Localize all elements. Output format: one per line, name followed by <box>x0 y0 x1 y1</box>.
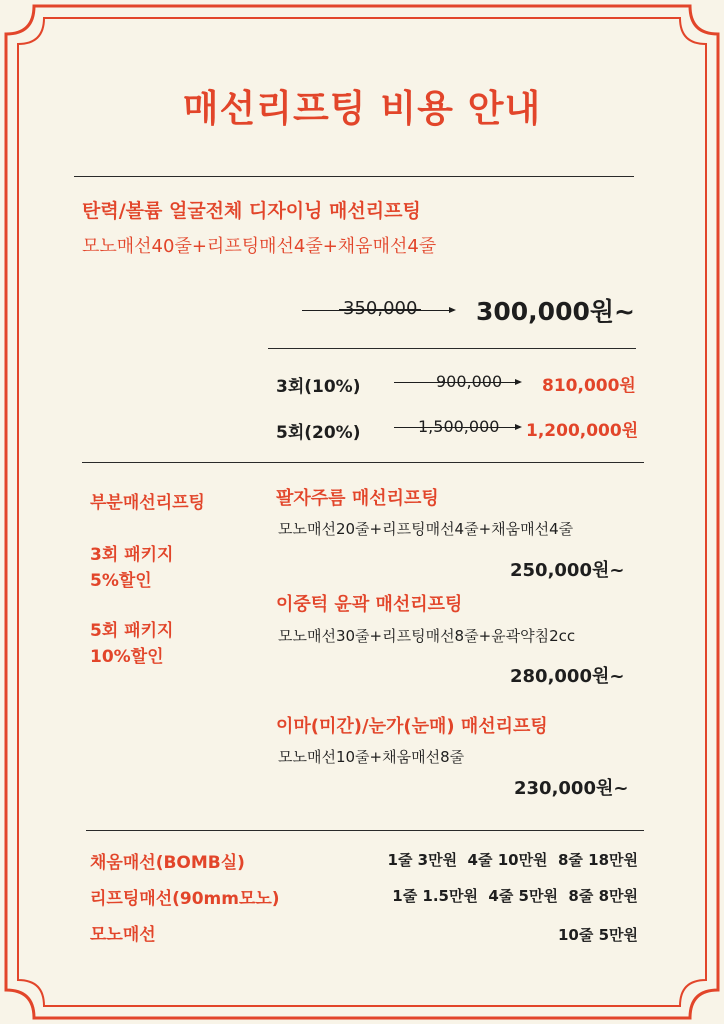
package-label: 5회(20%) <box>276 423 361 443</box>
item-price: 280,000원~ <box>510 666 625 687</box>
package-5-discount: 10%할인 <box>90 647 164 667</box>
thread-name: 모노매선 <box>90 925 156 945</box>
divider <box>268 348 636 349</box>
item-composition: 모노매선10줄+채움매선8줄 <box>278 748 465 766</box>
package-price: 1,200,000원 <box>526 421 639 441</box>
main-price: 300,000원~ <box>476 297 635 326</box>
thread-prices: 10줄 5만원 <box>557 926 638 944</box>
thread-name: 리프팅매선(90mm모노) <box>90 889 280 909</box>
partial-heading: 부분매선리프팅 <box>90 493 205 513</box>
item-name: 이마(미간)/눈가(눈매) 매선리프팅 <box>276 716 548 737</box>
package-3-line: 3회 패키지 <box>90 545 174 565</box>
item-name: 이중턱 윤곽 매선리프팅 <box>276 594 463 615</box>
page-title: 매선리프팅 비용 안내 <box>182 87 542 130</box>
package-3-discount: 5%할인 <box>90 571 152 591</box>
thread-prices: 1줄 1.5만원 4줄 5만원 8줄 8만원 <box>392 887 638 905</box>
item-name: 팔자주름 매선리프팅 <box>276 488 439 509</box>
thread-name: 채움매선(BOMB실) <box>90 853 245 873</box>
package-original-price: 900,000 <box>436 372 503 391</box>
divider <box>82 462 644 463</box>
package-5-line: 5회 패키지 <box>90 621 174 641</box>
item-composition: 모노매선20줄+리프팅매선4줄+채움매선4줄 <box>278 520 574 538</box>
full-face-composition: 모노매선40줄+리프팅매선4줄+채움매선4줄 <box>82 236 437 257</box>
divider <box>86 830 644 831</box>
package-original-price: 1,500,000 <box>418 417 500 436</box>
full-face-heading: 탄력/볼륨 얼굴전체 디자이닝 매선리프팅 <box>82 200 421 222</box>
package-label: 3회(10%) <box>276 377 361 397</box>
divider <box>74 176 634 177</box>
thread-prices: 1줄 3만원 4줄 10만원 8줄 18만원 <box>387 851 638 869</box>
original-price: 350,000 <box>343 298 418 319</box>
package-price: 810,000원 <box>542 376 636 396</box>
item-price: 230,000원~ <box>514 778 629 799</box>
item-price: 250,000원~ <box>510 560 625 581</box>
item-composition: 모노매선30줄+리프팅매선8줄+윤곽약침2cc <box>278 627 576 645</box>
